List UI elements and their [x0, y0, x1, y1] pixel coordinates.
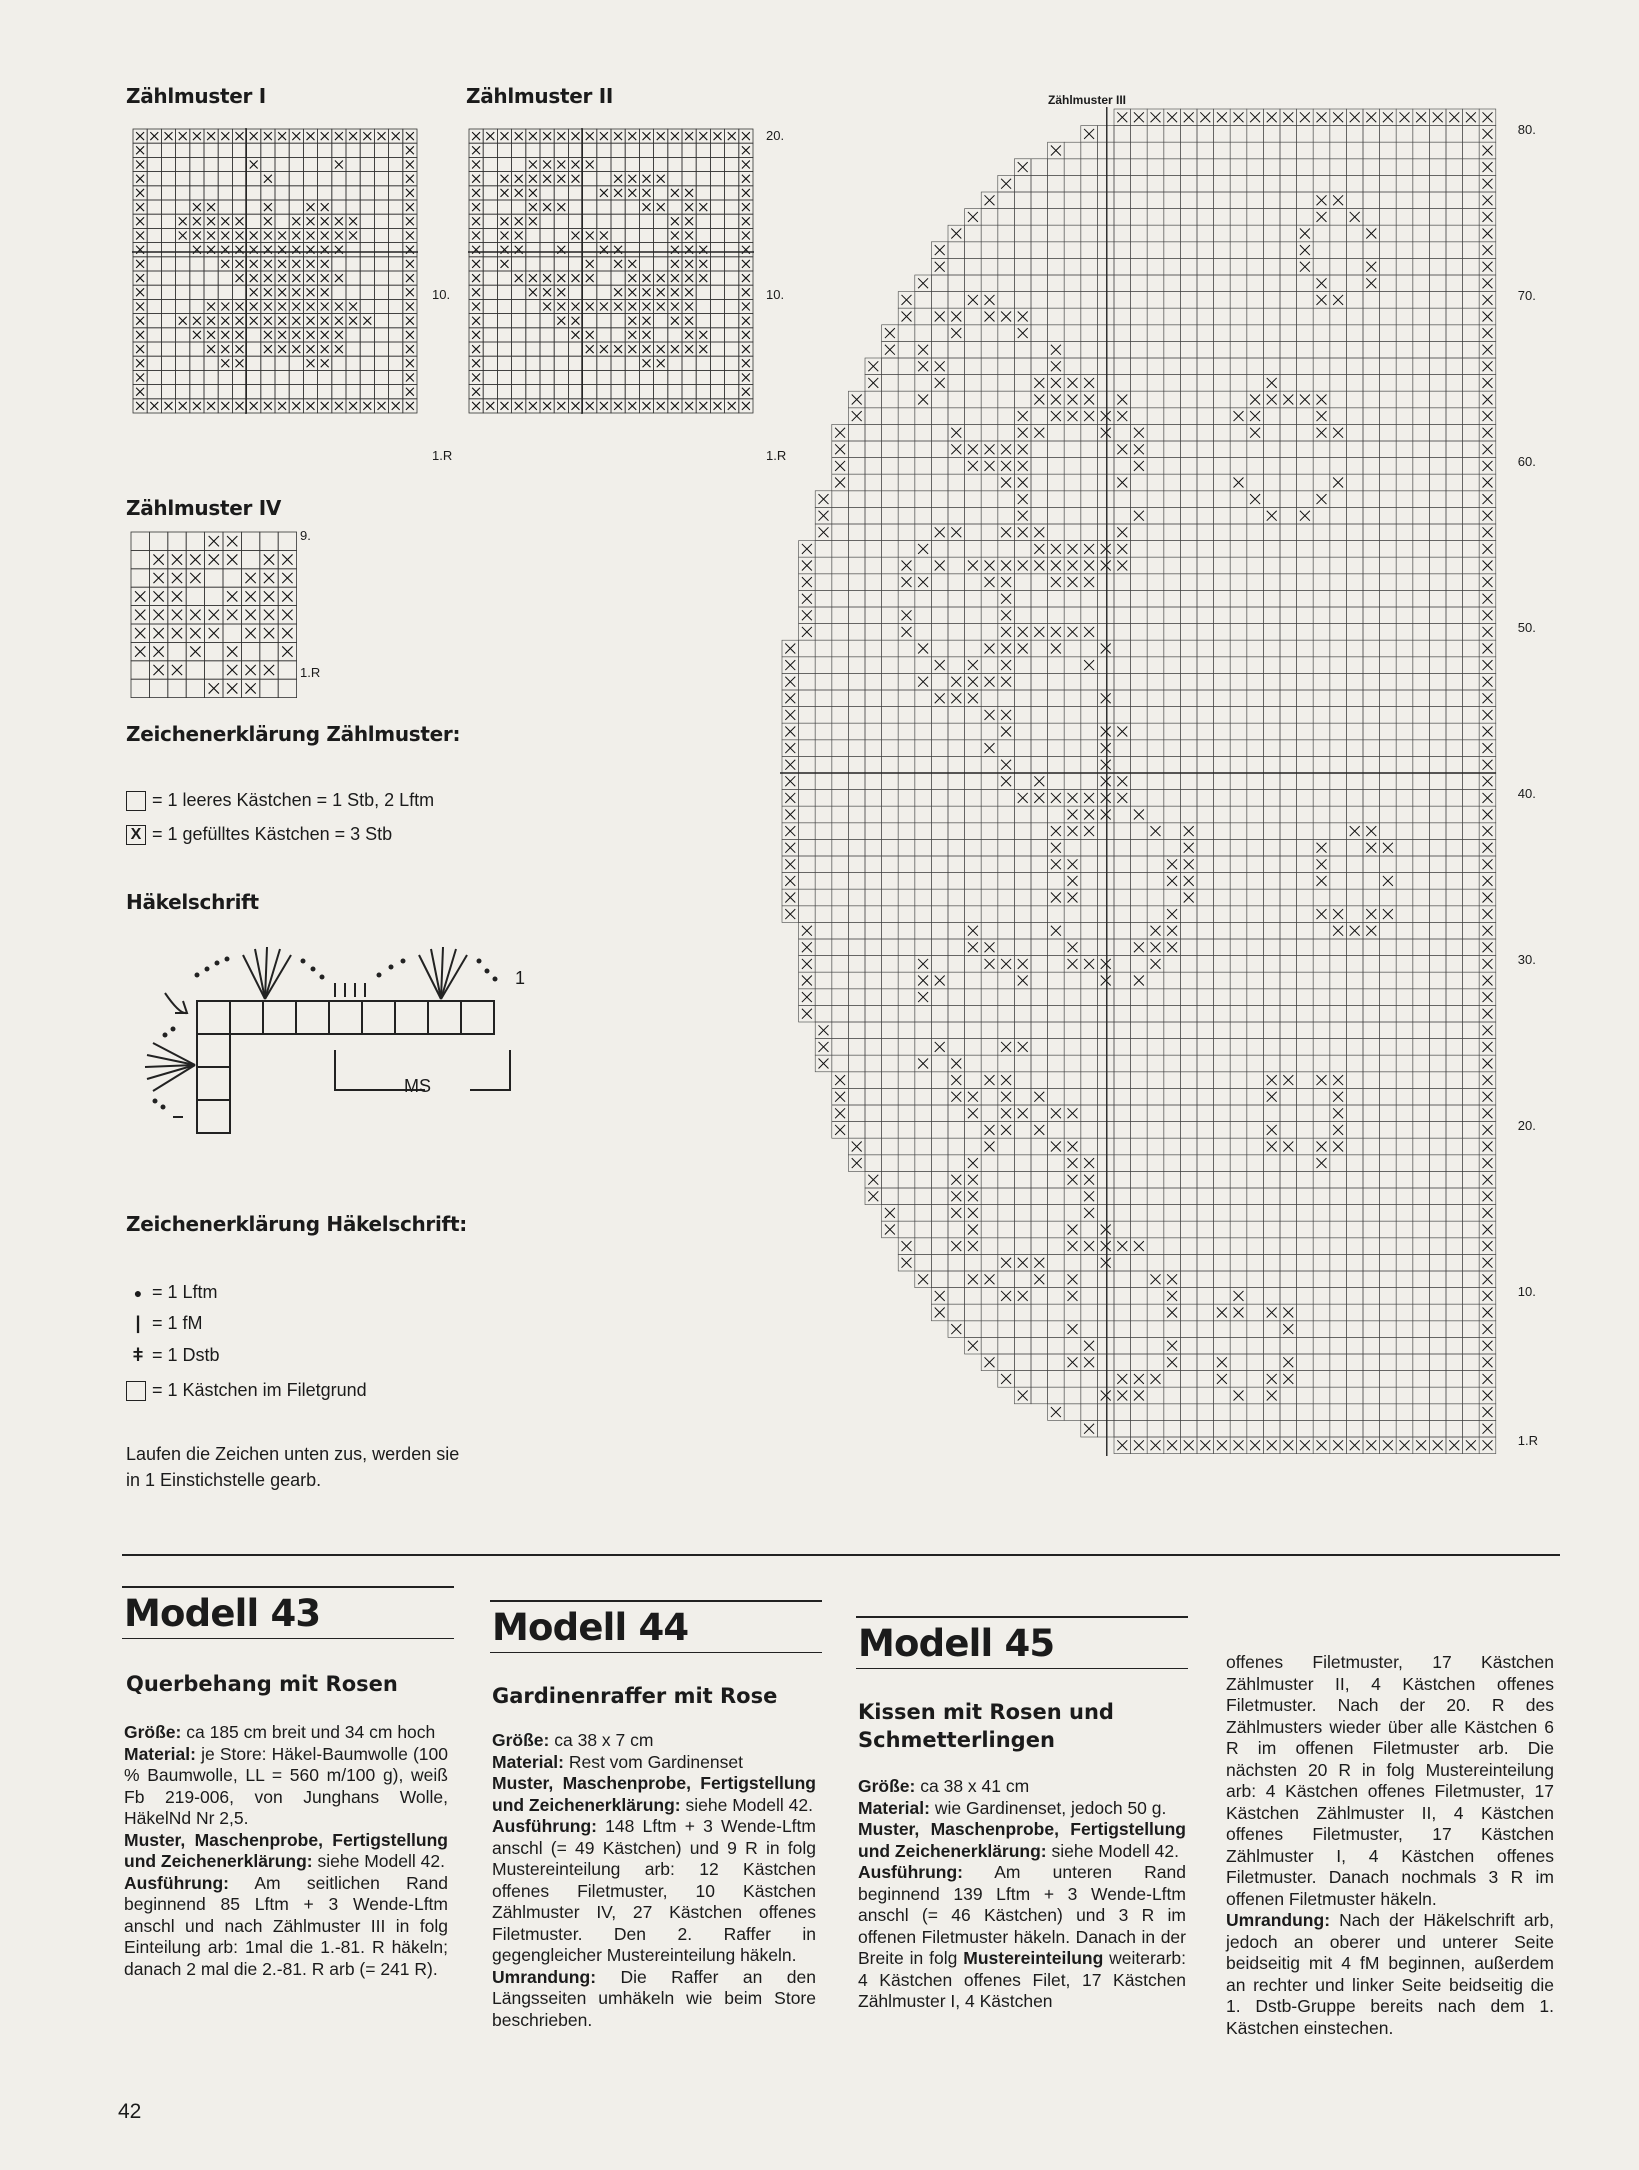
- row-label: 1.R: [432, 448, 453, 463]
- empty-box-icon: [126, 1381, 146, 1401]
- row-label: 1.R: [766, 448, 787, 463]
- paragraph: Ausführung: 148 Lftm + 3 Wende-Lftm anschl (= 49 Kästchen) und 9 R in folg Mustereinteilung arb: 12 Kästchen offenes Filetmuster, 10 Kästchen Zählmuster IV, 27 Kästchen offenes Filetmuster. Den 2. Raffer in gegengleicher Mustereinteilung häkeln.: [492, 1816, 816, 1965]
- legend-note: Laufen die Zeichen unten zus, werden sie in 1 Einstichstelle gearb.: [126, 1444, 460, 1490]
- legend-filled-box: [126, 824, 392, 845]
- paragraph: Muster, Maschenprobe, Fertigstellung und Zeichenerklärung: siehe Modell 42.: [858, 1819, 1186, 1861]
- haekelschrift-title: Häkelschrift: [126, 890, 259, 914]
- chart-zaehlmuster-3: [780, 107, 1498, 1456]
- legend-kaestchen: [126, 1380, 367, 1401]
- paragraph: offenes Filetmuster, 17 Kästchen Zählmuster II, 4 Kästchen offenes Filetmuster. Nach der 20. R des Zählmusters wieder über alle Kästchen 6 R im offenen Filetmuster arb. Die nächsten 20 R in folg Mustereinteilung arb: 4 Kästchen offenes Filetmuster, 17 Kästchen Zählmuster II, 4 Kästchen offenes Filetmuster, 17 Kästchen Zählmuster I, 4 Kästchen offenes Filetmuster. Danach nochmals 3 R im offenen Filetmuster häkeln.: [1226, 1652, 1554, 1909]
- modell-43-title: Modell 43: [124, 1592, 321, 1635]
- row-label: 70.: [1517, 287, 1536, 303]
- legend-item-label: = 1 Lftm: [152, 1282, 218, 1302]
- row-label: 60.: [1517, 453, 1536, 469]
- legend-empty-box: [126, 790, 434, 811]
- chart-title-zaehlmuster-2: Zählmuster II: [466, 84, 614, 108]
- paragraph: Material: je Store: Häkel-Baumwolle (100 % Baumwolle, LL = 560 m/100 g), weiß Fb 219-006, von Junghans Wolle, HäkelNd Nr 2,5.: [124, 1743, 448, 1828]
- chart-title-zaehlmuster-1: Zählmuster I: [126, 84, 266, 108]
- paragraph: Größe: ca 38 x 41 cm: [858, 1776, 1030, 1796]
- title-rule: [856, 1668, 1188, 1669]
- page-number: 42: [118, 2100, 142, 2123]
- title-rule: [490, 1600, 822, 1602]
- row-label: 1.R: [300, 665, 321, 680]
- title-rule: [856, 1616, 1188, 1618]
- title-rule: [122, 1586, 454, 1588]
- grid-zaehlmuster-3: [780, 107, 1498, 1456]
- chart-zaehlmuster-2: [468, 128, 754, 414]
- modell-44-text: [492, 1730, 816, 2031]
- grid-zaehlmuster-4: [130, 531, 298, 699]
- single-crochet-icon: |: [135, 1313, 141, 1333]
- row-label: 20.: [766, 128, 785, 143]
- section-divider: [122, 1554, 1560, 1556]
- empty-box-icon: [126, 791, 146, 811]
- chart-zaehlmuster-1: [132, 128, 418, 414]
- modell-45-subtitle: Kissen mit Rosen und Schmetterlingen: [858, 1700, 1114, 1752]
- filled-box-icon: X: [126, 825, 146, 845]
- row-label: 30.: [1517, 951, 1536, 967]
- legend-item-label: = 1 Kästchen im Filetgrund: [152, 1380, 367, 1400]
- ms-label: MS: [404, 1076, 431, 1096]
- legend-fm: [130, 1313, 203, 1334]
- chart-zaehlmuster-4: [130, 531, 298, 699]
- modell-43-subtitle: Querbehang mit Rosen: [126, 1672, 398, 1696]
- legend-dstb: [130, 1345, 220, 1366]
- legend-zaehlmuster-title: Zeichenerklärung Zählmuster:: [126, 722, 461, 746]
- modell-44-subtitle: Gardinenraffer mit Rose: [492, 1684, 778, 1708]
- paragraph: Material: wie Gardinenset, jedoch 50 g.: [858, 1797, 1167, 1818]
- chain-dot-icon: ●: [133, 1284, 143, 1301]
- row-label: 50.: [1517, 619, 1536, 635]
- grid-zaehlmuster-1: [132, 128, 418, 414]
- title-rule: [490, 1652, 822, 1653]
- modell-45-text: [858, 1776, 1186, 2013]
- double-treble-icon: ǂ: [132, 1345, 144, 1365]
- modell-45-title: Modell 45: [858, 1622, 1055, 1665]
- legend-empty-label: = 1 leeres Kästchen = 1 Stb, 2 Lftm: [152, 790, 435, 810]
- legend-item-label: = 1 fM: [152, 1313, 203, 1333]
- chart-title-zaehlmuster-3: Zählmuster III: [1048, 93, 1127, 107]
- paragraph: Material: Rest vom Gardinenset: [492, 1751, 743, 1772]
- chart-title-zaehlmuster-4: Zählmuster IV: [126, 496, 282, 520]
- row-label: 10.: [766, 287, 785, 302]
- haekelschrift-diagram: [125, 925, 545, 1160]
- paragraph: Umrandung: Nach der Häkelschrift arb, jedoch an oberer und unterer Seite beidseitig mit 4 fM beginnen, außerdem an rechter und linker Seite beidseitig die 1. Dstb-Gruppe bereits nach dem 1. Kästchen einstechen.: [1226, 1910, 1554, 2038]
- paragraph: Umrandung: Die Raffer an den Längsseiten umhäkeln wie beim Store beschrieben.: [492, 1966, 816, 2030]
- modell-43-text: [124, 1722, 448, 1980]
- grid-zaehlmuster-2: [468, 128, 754, 414]
- title-rule: [122, 1638, 454, 1639]
- modell-44-title: Modell 44: [492, 1606, 689, 1649]
- row-label: 10.: [432, 287, 451, 302]
- paragraph: Ausführung: Am unteren Rand beginnend 139 Lftm + 3 Wende-Lftm anschl (= 46 Kästchen) und 3 R im offenen Filetmuster häkeln. Danach in der Breite in folg Mustereinteilung weiterarb: 4 Kästchen offenes Filet, 17 Kästchen Zählmuster I, 4 Kästchen: [858, 1862, 1186, 2011]
- row-label: 20.: [1517, 1117, 1536, 1133]
- crochet-diagram-icon: [125, 925, 545, 1155]
- modell-45-text-continued: [1226, 1652, 1554, 2039]
- paragraph: Größe: ca 185 cm breit und 34 cm hoch: [124, 1722, 436, 1742]
- paragraph: Muster, Maschenprobe, Fertigstellung und Zeichenerklärung: siehe Modell 42.: [124, 1829, 448, 1871]
- row-label: 1.R: [1517, 1433, 1539, 1448]
- legend-haekelschrift-title: Zeichenerklärung Häkelschrift:: [126, 1212, 467, 1236]
- legend-filled-label: = 1 gefülltes Kästchen = 3 Stb: [152, 824, 393, 844]
- legend-item-label: = 1 Dstb: [152, 1345, 220, 1365]
- paragraph: Muster, Maschenprobe, Fertigstellung und Zeichenerklärung: siehe Modell 42.: [492, 1773, 816, 1815]
- legend-lftm: [130, 1282, 218, 1303]
- paragraph: Größe: ca 38 x 7 cm: [492, 1730, 654, 1750]
- row-label: 9.: [300, 528, 311, 543]
- row-label: 80.: [1517, 121, 1536, 137]
- row-number-label: 1: [515, 968, 526, 988]
- row-label: 10.: [1517, 1283, 1536, 1299]
- row-label: 40.: [1517, 785, 1536, 801]
- paragraph: Ausführung: Am seitlichen Rand beginnend 85 Lftm + 3 Wende-Lftm anschl und nach Zählmuster III in folg Einteilung arb: 1mal die 1.-81. R häkeln; danach 2 mal die 2.-81. R arb (= 241 R).: [124, 1872, 448, 1979]
